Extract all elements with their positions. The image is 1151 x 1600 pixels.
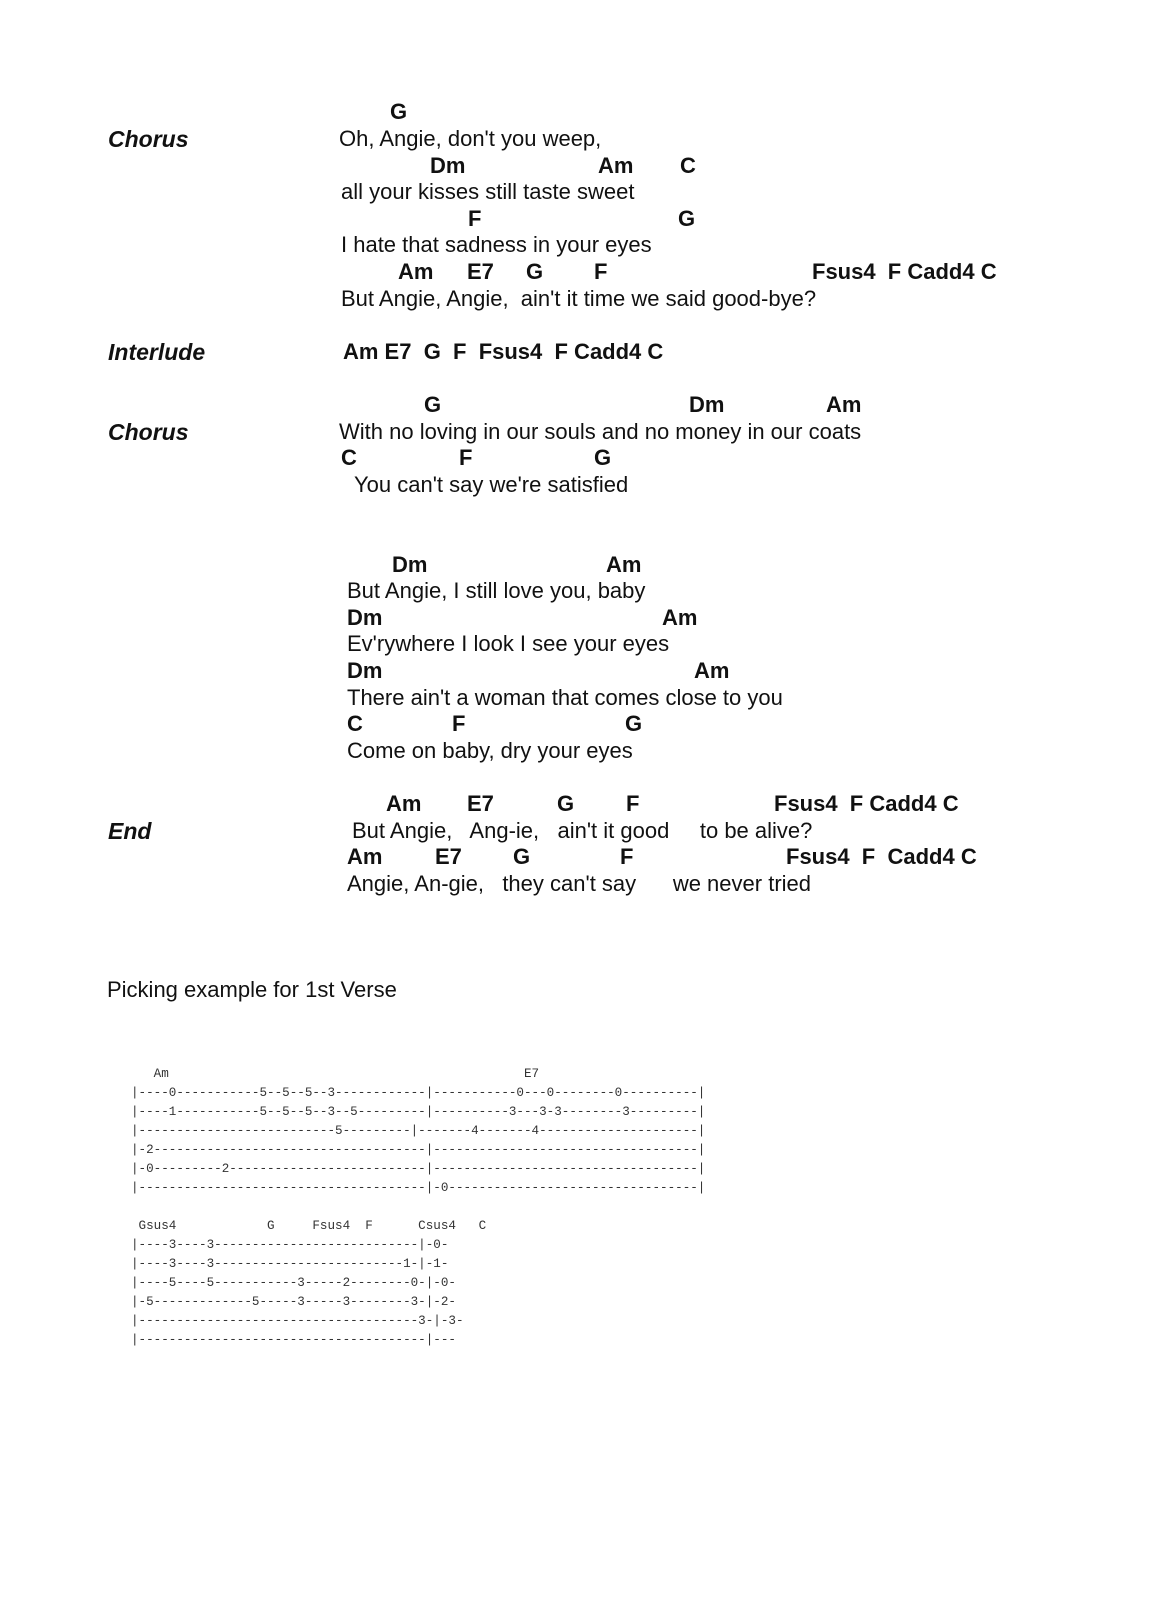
chord-c: C: [341, 445, 357, 470]
chord-sequence: Fsus4 F Cadd4 C: [786, 844, 977, 869]
chord-dm: Dm: [689, 392, 725, 417]
lyric-line: Oh, Angie, don't you weep,: [339, 126, 602, 151]
chord-sequence: Fsus4 F Cadd4 C: [812, 259, 997, 284]
chord-g: G: [424, 392, 442, 417]
chord-e7: E7: [467, 259, 494, 284]
chord-g: G: [557, 791, 575, 816]
chord-am: Am: [826, 392, 862, 417]
lyric-line: You can't say we're satisfied: [354, 472, 629, 497]
chord-am: Am: [347, 844, 383, 869]
chord-sequence: Fsus4 F Cadd4 C: [774, 791, 959, 816]
chord-g: G: [513, 844, 531, 869]
chord-am: Am: [662, 605, 698, 630]
guitar-tab-part-1: Am E7 |----0-----------5--5--5--3------------|-----------0---0--------0----------| |----1-----------5--5--5--3--5---------|----------3---3-3--------3---------| |--------------------------5---------|-------4-------4---------------------| |-2------------------------------------|-----------------------------------| |-0---------2--------------------------|-----------------------------------| |--------------------------------------|-0---------------------------------|: [131, 1067, 706, 1195]
lyric-line: Angie, An-gie, they can't say we never tried: [347, 871, 811, 896]
chord-am: Am: [386, 791, 422, 816]
lyric-line: all your kisses still taste sweet: [341, 179, 635, 204]
lyric-line: With no loving in our souls and no money in our coats: [339, 419, 862, 444]
lyric-line: Ev'rywhere I look I see your eyes: [347, 631, 670, 656]
lyric-line: Come on baby, dry your eyes: [347, 738, 633, 763]
chord-am: Am: [398, 259, 434, 284]
chord-g: G: [390, 99, 408, 124]
section-label-chorus: Chorus: [108, 126, 189, 152]
chord-f: F: [452, 711, 466, 736]
section-label-interlude: Interlude: [108, 339, 206, 365]
chord-c: C: [680, 153, 696, 178]
chord-dm: Dm: [347, 605, 383, 630]
chord-g: G: [526, 259, 544, 284]
chord-f: F: [626, 791, 640, 816]
lyric-line: But Angie, Ang-ie, ain't it good to be alive?: [352, 818, 813, 843]
lyric-line: There ain't a woman that comes close to you: [347, 685, 783, 710]
chord-g: G: [625, 711, 643, 736]
chord-am: Am: [598, 153, 634, 178]
chord-f: F: [620, 844, 634, 869]
chord-e7: E7: [435, 844, 462, 869]
lyric-line: I hate that sadness in your eyes: [341, 232, 652, 257]
chord-f: F: [459, 445, 473, 470]
guitar-tab-part-2: Gsus4 G Fsus4 F Csus4 C |----3----3---------------------------|-0- |----3----3-------------------------1-|-1- |----5----5-----------3-----2--------0-|-0- |-5-------------5-----3-----3--------3-|-2- |-------------------------------------3-|-3- |--------------------------------------|---: [131, 1219, 487, 1347]
chord-dm: Dm: [347, 658, 383, 683]
chord-dm: Dm: [392, 552, 428, 577]
chord-f: F: [468, 206, 482, 231]
chord-am: Am: [694, 658, 730, 683]
section-label-chorus: Chorus: [108, 419, 189, 445]
chord-dm: Dm: [430, 153, 466, 178]
interlude-chords: Am E7 G F Fsus4 F Cadd4 C: [343, 339, 664, 364]
chord-f: F: [594, 259, 608, 284]
picking-heading: Picking example for 1st Verse: [107, 977, 397, 1002]
chord-e7: E7: [467, 791, 494, 816]
section-label-end: End: [108, 818, 152, 844]
lyric-line: But Angie, I still love you, baby: [347, 578, 646, 603]
chord-am: Am: [606, 552, 642, 577]
chord-g: G: [678, 206, 696, 231]
chord-g: G: [594, 445, 612, 470]
chord-c: C: [347, 711, 363, 736]
lyric-line: But Angie, Angie, ain't it time we said good-bye?: [341, 286, 817, 311]
